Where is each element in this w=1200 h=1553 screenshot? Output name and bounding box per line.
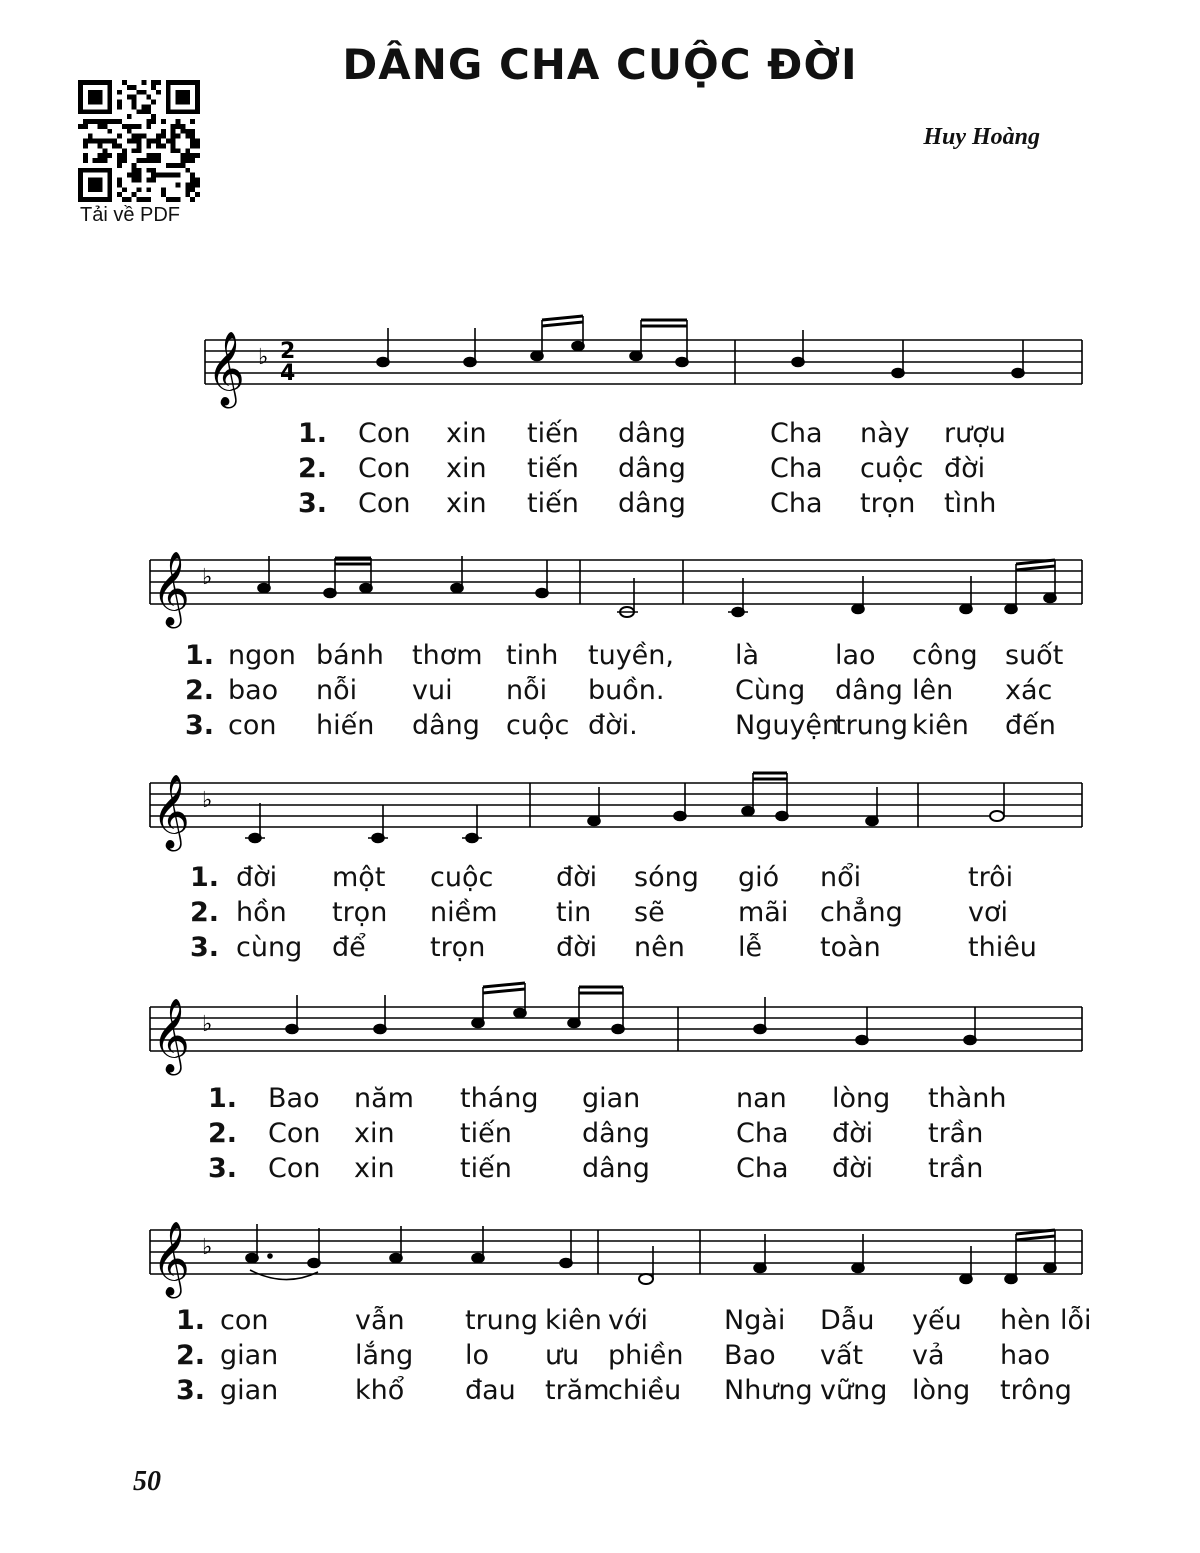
lyric-word: dâng [582,1118,650,1149]
lyric-word: Cha [770,453,823,484]
page-number: 50 [133,1466,161,1497]
lyric-word: hèn [1000,1305,1051,1336]
lyric-word: chiều [608,1375,682,1406]
lyric-line-verse-2 [0,1340,1200,1374]
verse-number: 2. [185,675,215,706]
lyric-line-verse-2 [0,453,1200,487]
lyric-word: trần [928,1118,984,1149]
lyric-word: Con [358,418,411,449]
flat-key-signature-icon: ♭ [202,565,213,590]
treble-clef-icon: 𝄞 [207,332,245,406]
lyric-word: Cha [736,1153,789,1184]
lyric-word: trôi [968,862,1014,893]
lyric-word: bao [228,675,279,706]
lyric-word: nổi [820,862,862,893]
lyric-word: Cha [770,418,823,449]
lyric-word: dâng [412,710,480,741]
lyric-word: vững [820,1375,888,1406]
lyric-word: bánh [316,640,384,671]
composer-name: Huy Hoàng [923,124,1040,150]
lyric-line-verse-1 [0,418,1200,452]
lyric-word: kiên [912,710,969,741]
lyric-word: nan [736,1083,787,1114]
lyric-word: Con [268,1153,321,1184]
flat-key-signature-icon: ♭ [258,345,269,370]
lyric-word: xin [446,453,487,484]
lyric-word: đời [944,453,986,484]
verse-number: 1. [185,640,215,671]
lyric-word: một [332,862,386,893]
lyric-word: dâng [618,488,686,519]
lyric-word: Cha [736,1118,789,1149]
lyric-word: con [220,1305,269,1336]
staff-3 [0,743,1200,863]
lyric-word: trọn [332,897,388,928]
lyric-word: Dẫu [820,1305,875,1336]
treble-clef-icon: 𝄞 [152,775,190,849]
lyric-word: dâng [618,453,686,484]
lyric-word: suốt [1005,640,1064,671]
lyric-word: dâng [618,418,686,449]
lyric-word: chẳng [820,897,903,928]
lyric-word: đến [1005,710,1056,741]
lyric-word: để [332,932,366,963]
lyric-word: Cùng [735,675,806,706]
lyric-word: cùng [236,932,303,963]
staff-5 [0,1190,1200,1310]
lyric-word: với [608,1305,648,1336]
verse-number: 2. [208,1118,238,1149]
lyric-line-verse-1 [0,1083,1200,1117]
treble-clef-icon: 𝄞 [152,999,190,1073]
lyric-word: Con [268,1118,321,1149]
lyric-word: tiến [527,488,579,519]
lyric-line-verse-2 [0,1118,1200,1152]
verse-number: 1. [176,1305,206,1336]
lyric-word: hao [1000,1340,1051,1371]
lyric-word: này [860,418,910,449]
lyric-word: lòng [912,1375,971,1406]
verse-number: 1. [190,862,220,893]
lyric-word: rượu [944,418,1006,449]
lyric-word: tuyền, [588,640,674,671]
lyric-word: dâng [582,1153,650,1184]
lyric-word: tình [944,488,997,519]
flat-key-signature-icon: ♭ [202,1012,213,1037]
lyric-word: xin [446,488,487,519]
lyric-word: đời [236,862,278,893]
lyric-word: Con [358,453,411,484]
lyric-word: tiến [460,1153,512,1184]
lyric-word: thành [928,1083,1007,1114]
verse-number: 2. [190,897,220,928]
lyric-line-verse-1 [0,862,1200,896]
lyric-word: xác [1005,675,1053,706]
lyric-word: tiến [460,1118,512,1149]
lyric-word: đau [465,1375,516,1406]
lyric-word: kiên [545,1305,602,1336]
lyric-word: xin [446,418,487,449]
lyric-word: niềm [430,897,498,928]
lyric-word: trăm [545,1375,610,1406]
lyric-word: tin [556,897,592,928]
flat-key-signature-icon: ♭ [202,1235,213,1260]
lyric-word: nỗi [506,675,548,706]
lyric-word: xin [354,1118,395,1149]
lyric-word: cuộc [506,710,570,741]
lyric-word: trọn [860,488,916,519]
lyric-word: nỗi [316,675,358,706]
lyric-word: thiêu [968,932,1037,963]
verse-number: 3. [298,488,328,519]
time-signature-top: 2 [280,339,296,364]
lyric-word: xin [354,1153,395,1184]
lyric-word: tinh [506,640,559,671]
lyric-word: Con [358,488,411,519]
lyric-word: lắng [355,1340,414,1371]
lyric-word: thơm [412,640,483,671]
lyric-line-verse-1 [0,1305,1200,1339]
lyric-word: sóng [634,862,699,893]
lyric-word: tháng [460,1083,539,1114]
lyric-word: toàn [820,932,881,963]
lyric-word: nên [634,932,685,963]
lyric-word: khổ [355,1375,405,1406]
lyric-word: Cha [770,488,823,519]
lyric-word: trung [465,1305,539,1336]
lyric-word: mãi [738,897,789,928]
lyric-word: lao [835,640,876,671]
lyric-word: hiến [316,710,375,741]
lyric-word: vẫn [355,1305,405,1336]
lyric-word: gian [582,1083,641,1114]
lyric-word: yếu [912,1305,962,1336]
lyric-word: trông [1000,1375,1072,1406]
staff-1 [0,300,1200,420]
download-pdf-label[interactable]: Tải về PDF [80,204,181,226]
treble-clef-icon: 𝄞 [152,1222,190,1296]
lyric-word: Bao [268,1083,320,1114]
lyric-word: cuộc [430,862,494,893]
lyric-word: lỗi [1060,1305,1092,1336]
lyric-word: trung [835,710,909,741]
lyric-word: hồn [236,897,287,928]
lyric-word: năm [354,1083,414,1114]
lyric-word: Ngài [724,1305,786,1336]
lyric-word: Nguyện [735,710,840,741]
lyric-word: lo [465,1340,490,1371]
qr-code-icon[interactable] [78,80,200,202]
lyric-word: đời [832,1118,874,1149]
lyric-word: tiến [527,418,579,449]
lyric-line-verse-3 [0,932,1200,966]
flat-key-signature-icon: ♭ [202,788,213,813]
lyric-line-verse-3 [0,488,1200,522]
lyric-word: đời [556,932,598,963]
song-title: DÂNG CHA CUỘC ĐỜI [342,40,858,89]
verse-number: 2. [298,453,328,484]
verse-number: 1. [298,418,328,449]
lyric-word: vui [412,675,453,706]
lyric-word: Nhưng [724,1375,813,1406]
treble-clef-icon: 𝄞 [152,552,190,626]
lyric-word: đời [832,1153,874,1184]
lyric-word: ưu [545,1340,580,1371]
lyric-word: tiến [527,453,579,484]
lyric-line-verse-3 [0,1153,1200,1187]
verse-number: 3. [185,710,215,741]
lyric-word: buồn. [588,675,665,706]
lyric-word: ngon [228,640,296,671]
lyric-word: lòng [832,1083,891,1114]
lyric-word: lên [912,675,954,706]
lyric-word: đời [556,862,598,893]
lyric-word: dâng [835,675,903,706]
lyric-word: gian [220,1375,279,1406]
lyric-word: công [912,640,978,671]
lyric-word: là [735,640,760,671]
lyric-line-verse-2 [0,897,1200,931]
lyric-word: vất [820,1340,864,1371]
lyric-word: con [228,710,277,741]
lyric-line-verse-3 [0,710,1200,744]
lyric-word: vơi [968,897,1008,928]
time-signature-bottom: 4 [280,361,296,386]
verse-number: 3. [208,1153,238,1184]
verse-number: 3. [176,1375,206,1406]
lyric-word: phiền [608,1340,684,1371]
lyric-line-verse-3 [0,1375,1200,1409]
lyric-line-verse-2 [0,675,1200,709]
lyric-word: đời. [588,710,638,741]
lyric-line-verse-1 [0,640,1200,674]
lyric-word: lễ [738,932,763,963]
lyric-word: gió [738,862,780,893]
verse-number: 3. [190,932,220,963]
lyric-word: sẽ [634,897,665,928]
lyric-word: gian [220,1340,279,1371]
lyric-word: vả [912,1340,945,1371]
lyric-word: Bao [724,1340,776,1371]
lyric-word: trần [928,1153,984,1184]
lyric-word: cuộc [860,453,924,484]
verse-number: 1. [208,1083,238,1114]
verse-number: 2. [176,1340,206,1371]
staff-2 [0,520,1200,640]
staff-4 [0,967,1200,1087]
lyric-word: trọn [430,932,486,963]
